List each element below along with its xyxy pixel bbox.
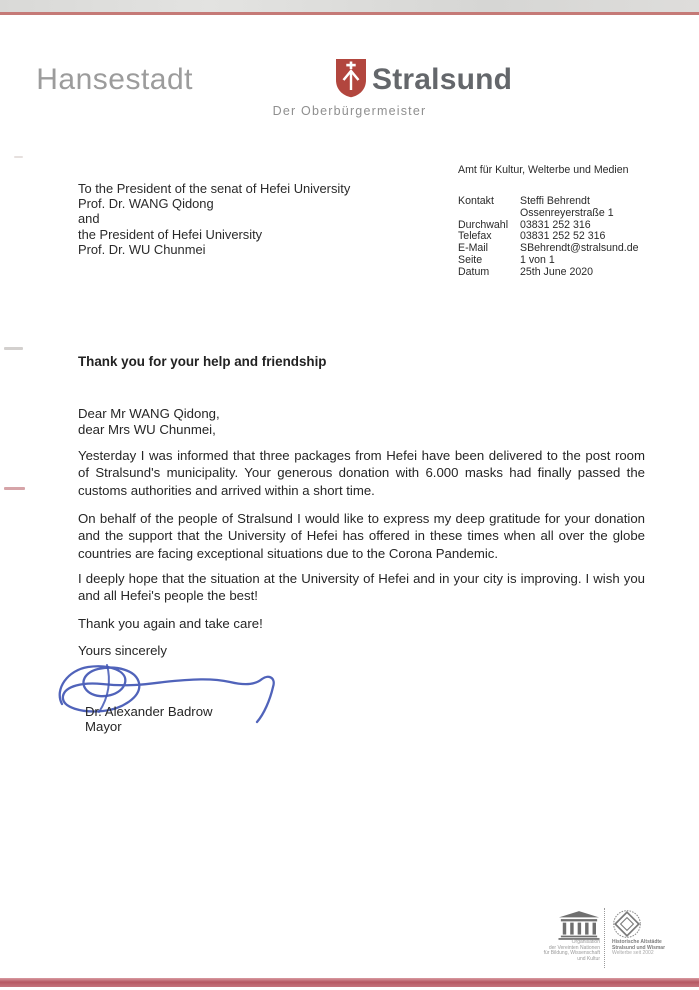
contact-row <box>458 267 639 279</box>
contact-label: Datum <box>458 265 490 278</box>
contact-value: Ossenreyerstraße 1 <box>520 206 614 219</box>
scan-bottom-bar <box>0 978 699 987</box>
unesco-logo-icon <box>558 911 600 940</box>
letterhead-subtitle: Der Oberbürgermeister <box>272 104 427 118</box>
recipient-line: Prof. Dr. WANG Qidong <box>78 196 214 212</box>
contact-row <box>458 255 639 267</box>
footer-divider <box>604 908 605 968</box>
recipient-line: the President of Hefei University <box>78 226 263 242</box>
scan-top-band <box>0 0 699 12</box>
stralsund-shield-icon <box>335 58 367 98</box>
recipient-line: Prof. Dr. WU Chunmei <box>78 241 206 257</box>
closing-line: Thank you again and take care! <box>78 616 263 631</box>
office-name: Amt für Kultur, Welterbe und Medien <box>458 164 629 176</box>
body-paragraph: Yesterday I was informed that three packages from Hefei have been delivered to the post room of Stralsund's municipality. Your generous donation with 6.000 masks had finally passed the customs authorities and arrived within a short time. <box>78 448 645 498</box>
letterhead <box>0 55 699 100</box>
welterbe-caption-line: Stralsund und Wismar <box>612 944 666 951</box>
contact-label: Telefax <box>458 230 492 243</box>
welterbe-caption <box>612 940 692 957</box>
body-paragraph: I deeply hope that the situation at the University of Hefei and in your city is improving. I wish you and all Hefei's people the best! <box>78 571 645 604</box>
unesco-caption-line: der Vereinten Nationen <box>548 944 600 951</box>
letterhead-hansestadt-text: Hansestadt <box>36 63 193 96</box>
greeting-line: dear Mrs WU Chunmei, <box>78 421 216 437</box>
scan-top-red-line <box>0 12 699 15</box>
subject-line: Thank you for your help and friendship <box>78 354 327 369</box>
unesco-caption <box>510 940 600 962</box>
recipient-block <box>78 181 350 257</box>
contact-label: E-Mail <box>458 242 489 255</box>
fold-mark <box>4 487 25 490</box>
body-paragraph: On behalf of the people of Stralsund I would like to express my deep gratitude for your donation and the support that the University of Hefei has offered in these times when all over the globe countries are facing exceptional situations due to the Corona Pandemic. <box>78 511 645 561</box>
greeting-block <box>78 406 220 437</box>
unesco-caption-line: und Kultur <box>577 955 600 962</box>
signoff-line: Yours sincerely <box>78 643 167 658</box>
welterbe-caption-line: Welterbe seit 2002 <box>612 950 654 957</box>
contact-value: Steffi Behrendt <box>520 195 590 207</box>
contact-row <box>458 208 639 220</box>
contact-label: Kontakt <box>458 195 494 207</box>
unesco-caption-line: Organisation <box>571 939 600 945</box>
recipient-line: To the President of the senat of Hefei University <box>78 181 351 196</box>
contact-label: Seite <box>458 253 483 266</box>
contact-label: Durchwahl <box>458 218 509 231</box>
welterbe-caption-line: Historische Altstädte <box>612 939 662 945</box>
contact-value: 25th June 2020 <box>520 265 594 278</box>
fold-mark <box>4 347 23 350</box>
contact-value: 03831 252 316 <box>520 218 591 231</box>
contact-value: 1 von 1 <box>520 253 555 266</box>
greeting-line: Dear Mr WANG Qidong, <box>78 406 220 421</box>
signer-title: Mayor <box>85 719 122 734</box>
fold-mark <box>14 156 23 158</box>
letterhead-stralsund-text: Stralsund <box>372 63 513 96</box>
unesco-caption-line: für Bildung, Wissenschaft <box>543 950 600 957</box>
recipient-line: and <box>78 211 100 227</box>
world-heritage-emblem-icon <box>612 909 642 939</box>
signer-name: Dr. Alexander Badrow <box>85 704 213 719</box>
contact-value: 03831 252 52 316 <box>520 230 606 243</box>
contact-value: SBehrendt@stralsund.de <box>520 242 639 255</box>
contact-label <box>458 208 520 220</box>
contact-block <box>458 196 639 279</box>
